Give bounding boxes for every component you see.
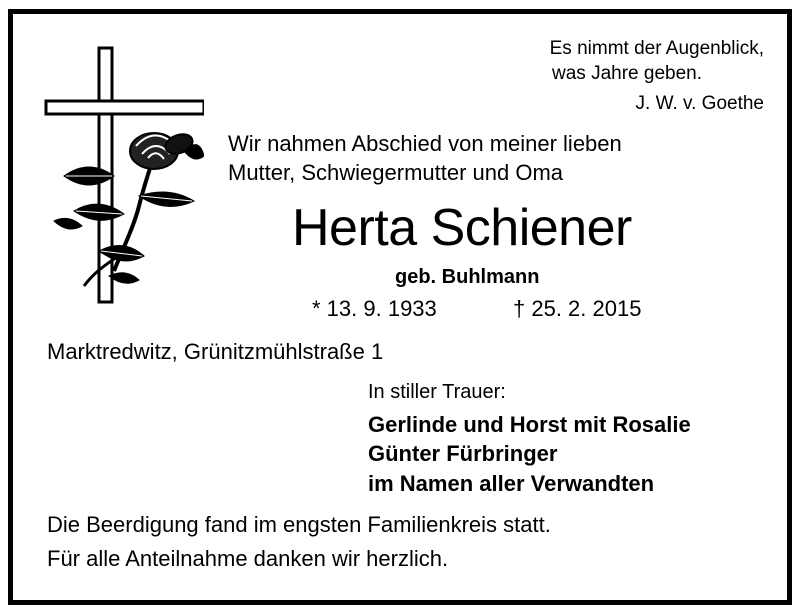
cross-with-rose-icon xyxy=(44,46,204,308)
thanks-note: Für alle Anteilnahme danken wir herzlich. xyxy=(47,546,449,571)
intro-line-2: Mutter, Schwiegermutter und Oma xyxy=(228,160,564,185)
mourners-heading: In stiller Trauer: xyxy=(368,381,506,403)
quote-author: J. W. v. Goethe xyxy=(635,93,764,114)
quote-line-2: was Jahre geben. xyxy=(552,63,702,84)
mourner-name: Günter Fürbringer xyxy=(368,441,558,466)
funeral-note: Die Beerdigung fand im engsten Familienkreis statt. xyxy=(47,512,551,537)
intro-line-1: Wir nahmen Abschied von meiner lieben xyxy=(228,131,622,156)
quote-line-1: Es nimmt der Augenblick, xyxy=(549,38,764,59)
deceased-name: Herta Schiener xyxy=(292,199,632,257)
death-date: † 25. 2. 2015 xyxy=(513,296,642,321)
mourner-name: Gerlinde und Horst mit Rosalie xyxy=(368,412,691,437)
mourner-name: im Namen aller Verwandten xyxy=(368,471,655,496)
address: Marktredwitz, Grünitzmühlstraße 1 xyxy=(47,339,384,364)
birth-date: * 13. 9. 1933 xyxy=(312,296,437,321)
birth-name: geb. Buhlmann xyxy=(395,266,540,288)
